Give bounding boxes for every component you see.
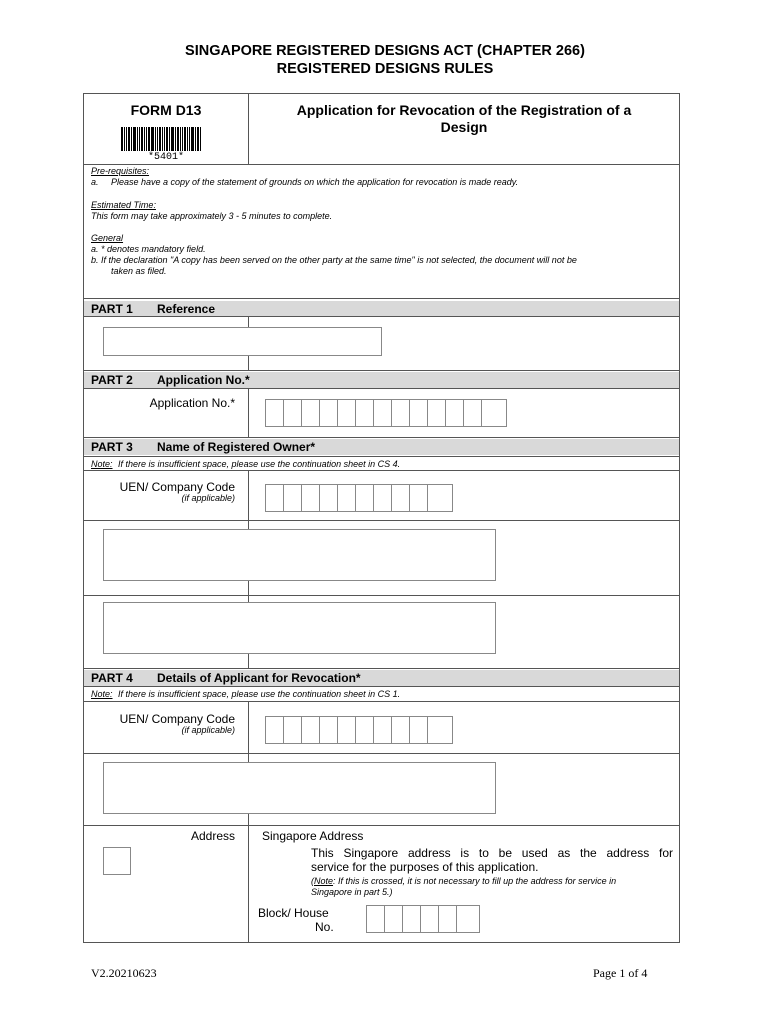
sg-address-desc-line1: This Singapore address is to be used as the address for <box>311 846 673 860</box>
part1-number: PART 1 <box>91 302 133 316</box>
divider <box>84 701 679 702</box>
divider <box>84 753 679 754</box>
version-text: V2.20210623 <box>91 966 157 980</box>
application-no-label: Application No.* <box>149 396 235 410</box>
part1-title: Reference <box>157 302 216 316</box>
part3-note-text: If there is insufficient space, please use the continuation sheet in CS 4. <box>118 459 401 469</box>
part3-title: Name of Registered Owner* <box>157 440 316 454</box>
part4-note-label: Note: <box>91 689 113 699</box>
divider <box>84 164 679 165</box>
act-title: SINGAPORE REGISTERED DESIGNS ACT (CHAPTER 266) <box>185 43 585 59</box>
divider <box>84 437 679 438</box>
general-b-line2: taken as filed. <box>111 266 167 276</box>
owner-uen-sub: (if applicable) <box>181 493 235 503</box>
divider <box>84 595 679 596</box>
owner-address-input[interactable] <box>103 602 496 654</box>
divider <box>248 389 249 437</box>
sg-address-desc-line2: service for the purposes of this application. <box>311 860 539 874</box>
form-title-line2: Design <box>440 119 488 135</box>
part4-note-text: If there is insufficient space, please use the continuation sheet in CS 1. <box>118 689 401 699</box>
barcode-text: *5401* <box>147 152 184 163</box>
sg-address-title: Singapore Address <box>262 829 364 843</box>
sg-note-line1: (Note: If this is crossed, it is not necessary to fill up the address for service in <box>311 876 617 886</box>
prereq-heading: Pre-requisites: <box>91 166 150 176</box>
divider <box>84 825 679 826</box>
block-label-line2: No. <box>315 920 334 934</box>
general-b-line1: b. If the declaration "A copy has been served on the other party at the same time" is not selected, the document will not be <box>91 255 577 265</box>
part4-number: PART 4 <box>91 671 133 685</box>
owner-uen-label: UEN/ Company Code <box>119 480 235 494</box>
part2-number: PART 2 <box>91 373 133 387</box>
divider <box>84 370 679 371</box>
owner-name-input[interactable] <box>103 529 496 581</box>
general-a: a. * denotes mandatory field. <box>91 244 206 254</box>
applicant-uen-input[interactable] <box>265 716 453 744</box>
reference-input[interactable] <box>103 327 382 356</box>
divider <box>248 702 249 942</box>
divider <box>84 686 679 687</box>
part4-title: Details of Applicant for Revocation* <box>157 671 361 685</box>
form-code: FORM D13 <box>130 102 202 118</box>
divider <box>84 316 679 317</box>
divider <box>84 298 679 299</box>
form-title-line1: Application for Revocation of the Registration of a <box>296 102 632 118</box>
part2-title: Application No.* <box>157 373 250 387</box>
applicant-name-input[interactable] <box>103 762 496 814</box>
sg-note-text: : If this is crossed, it is not necessary to fill up the address for service in <box>333 876 617 886</box>
prereq-a-marker: a. <box>91 177 99 187</box>
page-number: Page 1 of 4 <box>593 966 648 980</box>
time-heading: Estimated Time: <box>91 200 156 210</box>
part3-number: PART 3 <box>91 440 133 454</box>
applicant-uen-sub: (if applicable) <box>181 725 235 735</box>
form-title <box>249 102 679 136</box>
part3-note-label: Note: <box>91 459 113 469</box>
block-house-input[interactable] <box>366 905 480 933</box>
sg-note-label: Note <box>314 876 334 886</box>
sg-address-checkbox[interactable] <box>103 847 131 875</box>
address-label: Address <box>190 829 235 843</box>
application-no-input[interactable] <box>265 399 507 427</box>
owner-uen-input[interactable] <box>265 484 453 512</box>
divider <box>84 456 679 457</box>
applicant-uen-label: UEN/ Company Code <box>119 712 235 726</box>
divider <box>84 470 679 471</box>
divider <box>84 520 679 521</box>
sg-note-line2: Singapore in part 5.) <box>311 887 393 897</box>
barcode-image <box>121 127 213 151</box>
block-label-line1: Block/ House <box>258 906 329 920</box>
divider <box>84 668 679 669</box>
rules-title: REGISTERED DESIGNS RULES <box>276 61 494 77</box>
general-heading: General <box>91 233 124 243</box>
divider <box>84 388 679 389</box>
prereq-a-text: Please have a copy of the statement of grounds on which the application for revocation is made ready. <box>111 177 519 187</box>
time-text: This form may take approximately 3 - 5 minutes to complete. <box>91 211 333 221</box>
